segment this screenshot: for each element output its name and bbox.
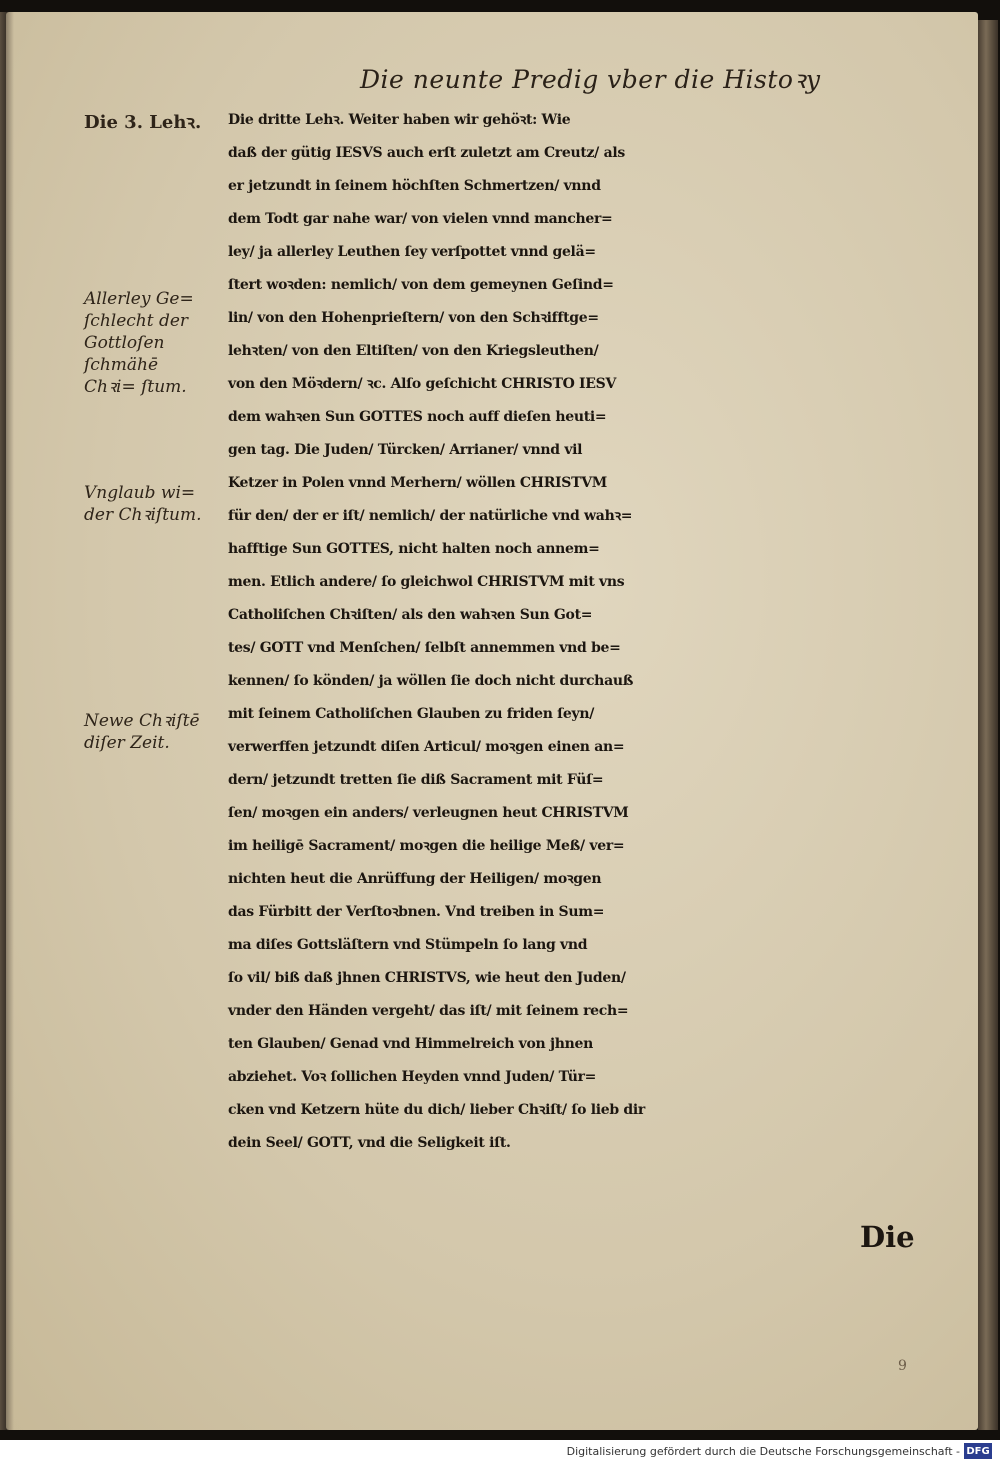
body-line: tes/ GOTT vnd Menſchen/ ſelbſt annemmen vnd be=	[228, 640, 621, 656]
body-line: ſtert woꝛden: nemlich/ von dem gemeynen Geſind=	[228, 277, 614, 293]
dfg-logo-icon: DFG	[964, 1443, 992, 1459]
body-line: für den/ der er iſt/ nemlich/ der natürliche vnd wahꝛ=	[228, 508, 633, 524]
marginal-note-4: Newe Chꝛiſtē diſer Zeit.	[84, 711, 200, 753]
body-line: hafftige Sun GOTTES, nicht halten noch annem=	[228, 541, 600, 557]
body-line: kennen/ ſo könden/ ja wöllen ſie doch nicht durchauß	[228, 673, 634, 689]
body-line: verwerffen jetzundt diſen Articul/ moꝛgen einen an=	[228, 739, 625, 755]
marginal-note-2: Allerley Ge= ſchlecht der Gottloſen ſchmähē Chꝛi= ſtum.	[84, 289, 194, 397]
body-line: Ketzer in Polen vnnd Merhern/ wöllen CHRISTVM	[228, 475, 607, 491]
body-line: daß der gütig IESVS auch erſt zuletzt am Creutz/ als	[228, 145, 625, 161]
body-line: ma diſes Gottsläſtern vnd Stümpeln ſo lang vnd	[228, 937, 588, 953]
body-line: dem Todt gar nahe war/ von vielen vnnd mancher=	[228, 211, 613, 227]
body-line: dern/ jetzundt tretten ſie diß Sacrament mit Füſ=	[228, 772, 604, 788]
body-line: von den Möꝛdern/ ꝛc. Alſo geſchicht CHRISTO IESV	[228, 376, 617, 392]
body-line: ſo vil/ biß daß jhnen CHRISTVS, wie heut den Juden/	[228, 970, 626, 986]
body-line: Catholiſchen Chꝛiſten/ als den wahꝛen Sun Got=	[228, 607, 593, 623]
footer-credit: Digitalisierung gefördert durch die Deutsche Forschungsgemeinschaft -	[566, 1445, 960, 1458]
body-line: lin/ von den Hohenprieſtern/ von den Schꝛifftge=	[228, 310, 599, 326]
page-mark: 9	[898, 1358, 907, 1374]
body-line: men. Etlich andere/ ſo gleichwol CHRISTVM mit vns	[228, 574, 625, 590]
body-line: im heiligē Sacrament/ moꝛgen die heilige Meß/ ver=	[228, 838, 625, 854]
page-edge	[978, 20, 998, 1430]
body-line: abziehet. Voꝛ ſollichen Heyden vnnd Juden/ Tür=	[228, 1069, 597, 1085]
body-line: mit ſeinem Catholiſchen Glauben zu friden ſeyn/	[228, 706, 595, 722]
catchword: Die	[860, 1220, 915, 1254]
running-head: Die neunte Predig vber die Histoꝛy	[360, 65, 821, 94]
body-line: dein Seel/ GOTT, vnd die Seligkeit iſt.	[228, 1135, 511, 1151]
body-line: ten Glauben/ Genad vnd Himmelreich von jhnen	[228, 1036, 593, 1052]
body-line: cken vnd Ketzern hüte du dich/ lieber Chꝛiſt/ ſo lieb dir	[228, 1102, 645, 1118]
body-line: ſen/ moꝛgen ein anders/ verleugnen heut CHRISTVM	[228, 805, 629, 821]
body-line: er jetzundt in ſeinem höchſten Schmertzen/ vnnd	[228, 178, 601, 194]
body-line: das Fürbitt der Verſtoꝛbnen. Vnd treiben in Sum=	[228, 904, 605, 920]
marginal-note-3: Vnglaub wi= der Chꝛiſtum.	[84, 483, 202, 525]
body-line: dem wahꝛen Sun GOTTES noch auff dieſen heuti=	[228, 409, 607, 425]
body-line: lehꝛten/ von den Eltiſten/ von den Kriegsleuthen/	[228, 343, 599, 359]
body-text	[228, 104, 928, 1160]
gutter-shadow	[0, 12, 14, 1430]
marginal-note-1: Die 3. Lehꝛ.	[84, 112, 202, 133]
body-line: Die dritte Lehꝛ. Weiter haben wir gehöꝛt: Wie	[228, 112, 571, 128]
body-line: vnder den Händen vergeht/ das iſt/ mit ſeinem rech=	[228, 1003, 629, 1019]
body-line: ley/ ja allerley Leuthen ſey verſpottet vnnd gelä=	[228, 244, 596, 260]
body-line: gen tag. Die Juden/ Türcken/ Arrianer/ vnnd vil	[228, 442, 583, 458]
body-line: nichten heut die Anrüffung der Heiligen/ moꝛgen	[228, 871, 602, 887]
